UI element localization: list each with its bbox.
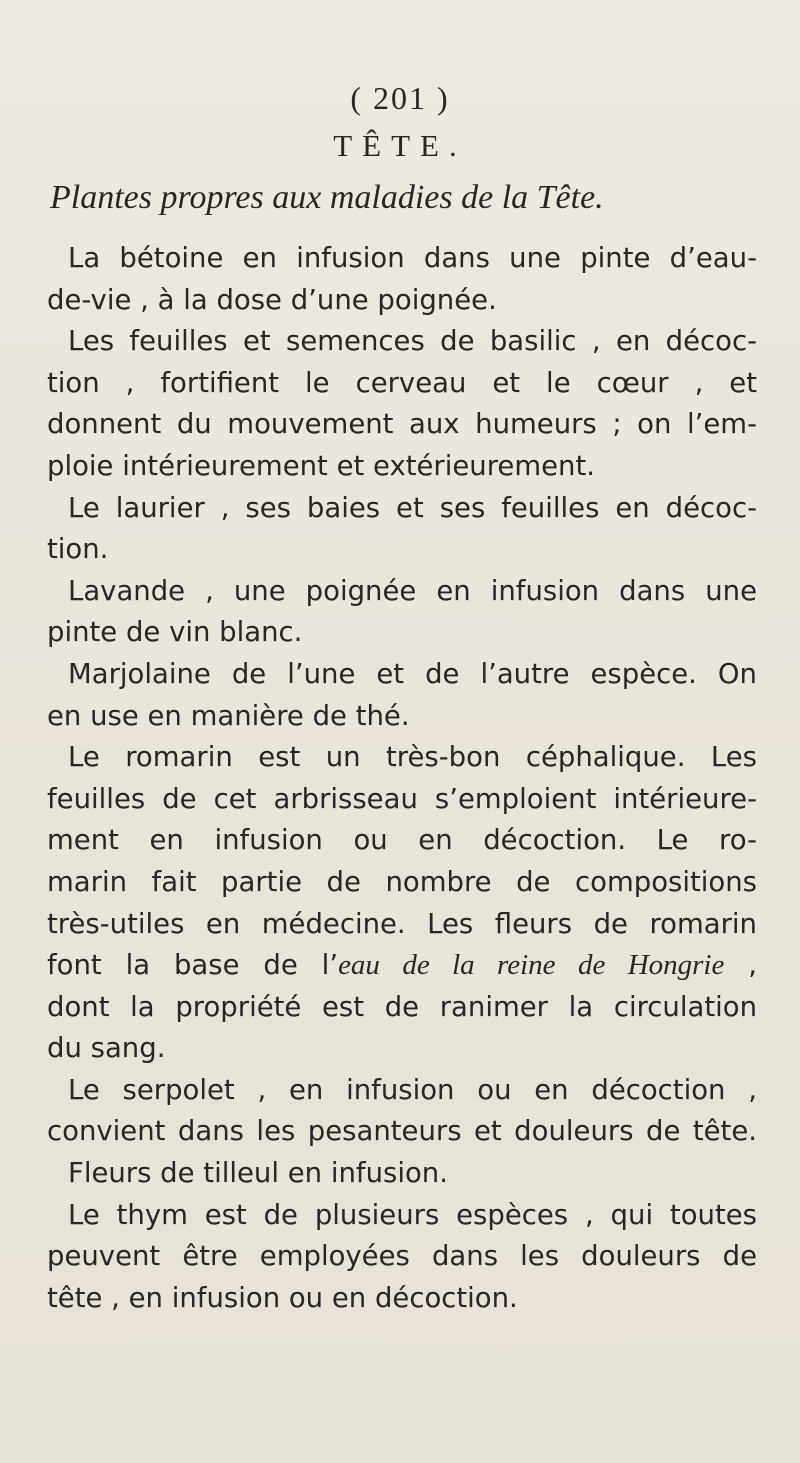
text-line: tion. [47,533,109,566]
text-line: de-vie , à la dose d’une poignée. [47,283,497,316]
text-line: du sang. [47,1032,166,1065]
text-line: peuvent être employées dans les douleurs de [47,1240,757,1273]
text-line: dont la propriété est de ranimer la circulation [47,990,757,1023]
text-line: feuilles de cet arbrisseau s’emploient intérieure- [47,782,757,815]
text-line: tion , fortifient le cerveau et le cœur , et [47,366,757,399]
paragraph-marjolaine [47,654,757,737]
text-line: très-utiles en médecine. Les fleurs de romarin [47,907,757,940]
text-line: Lavande , une poignée en infusion dans une [68,574,757,607]
text-line: Marjolaine de l’une et de l’autre espèce. On [68,657,757,690]
paragraph-laurier [47,488,757,571]
paragraph-basilic [47,321,757,487]
text-line: pinte de vin blanc. [47,616,303,649]
text-segment: , [724,949,758,982]
paragraph-romarin [47,737,757,1070]
text-line: Fleurs de tilleul en infusion. [68,1157,448,1190]
page-number: ( 201 ) [350,80,450,116]
text-line: marin fait partie de nombre de compositions [47,865,757,898]
text-line: en use en manière de thé. [47,699,410,732]
paragraph-thym [47,1195,757,1320]
section-heading: TÊTE. [333,128,467,163]
text-line-with-italic [47,945,757,987]
text-line: donnent du mouvement aux humeurs ; on l’em- [47,408,757,441]
text-line: Le thym est de plusieurs espèces , qui toutes [68,1198,757,1231]
text-line: Le romarin est un très-bon céphalique. Les [68,741,757,774]
text-segment: font la base de l’ [47,949,339,982]
paragraph-serpolet [47,1070,757,1153]
text-line: ment en infusion ou en décoction. Le ro- [47,824,757,857]
paragraph-lavande [47,571,757,654]
chapter-subtitle: Plantes propres aux maladies de la Tête. [50,179,604,216]
text-line: ploie intérieurement et extérieurement. [47,449,595,482]
paragraph-betoine [47,238,757,321]
body-text [47,238,757,1319]
italic-title: eau de la reine de Hongrie [338,949,725,982]
text-line: tête , en infusion ou en décoction. [47,1281,518,1314]
paragraph-tilleul [47,1153,757,1195]
text-line: Les feuilles et semences de basilic , en décoc- [68,325,757,358]
text-line: convient dans les pesanteurs et douleurs de tête. [47,1115,757,1148]
text-line: La bétoine en infusion dans une pinte d’eau- [68,242,757,274]
text-line: Le laurier , ses baies et ses feuilles en décoc- [68,491,757,524]
text-line: Le serpolet , en infusion ou en décoction , [68,1073,757,1106]
